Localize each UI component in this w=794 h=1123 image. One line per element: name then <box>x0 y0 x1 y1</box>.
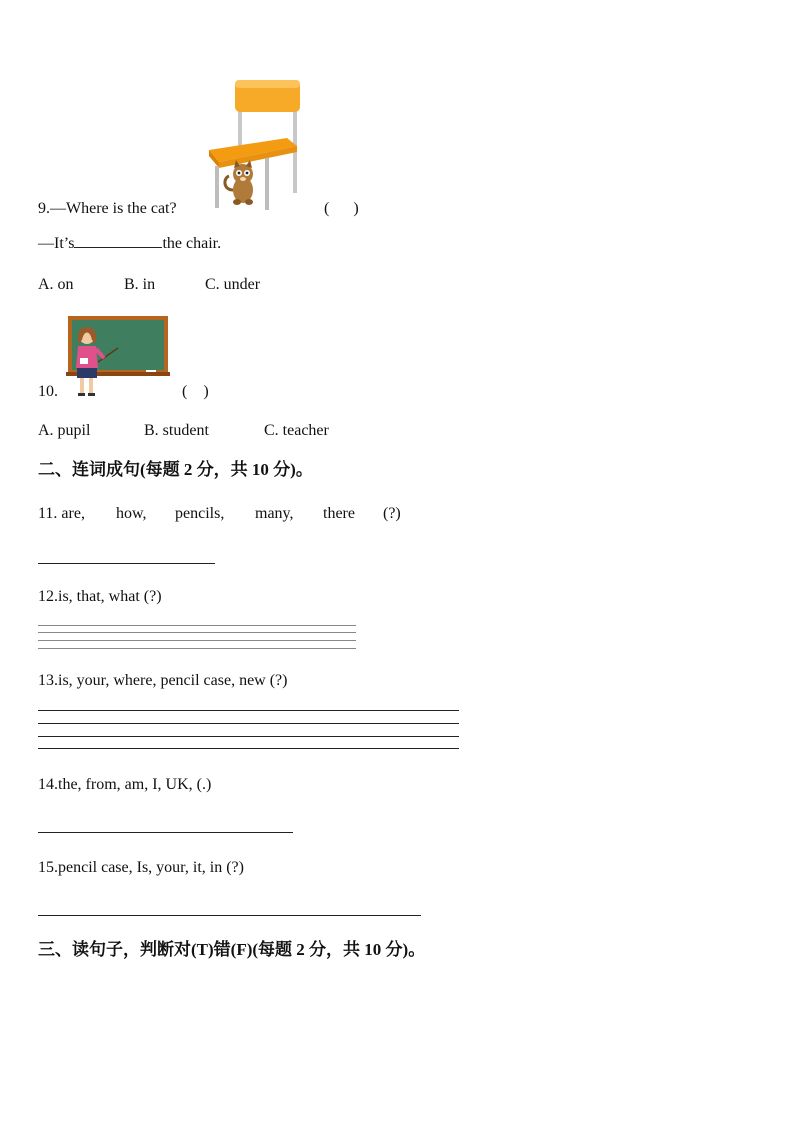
q11-word-1: 11. are, <box>38 505 85 522</box>
q11-word-4: many, <box>255 505 294 522</box>
q15-answer-line[interactable] <box>38 915 421 916</box>
q9-answer-paren[interactable]: ( ) <box>324 200 359 217</box>
section2-heading: 二、连词成句(每题 2 分，共 10 分)。 <box>38 460 313 479</box>
q9-answer-suffix: the chair. <box>162 235 222 252</box>
q10-option-c[interactable]: C. teacher <box>264 422 329 439</box>
q13-answer-line-2[interactable] <box>38 723 459 724</box>
q12-answer-line-1[interactable] <box>38 625 356 626</box>
q10-number: 10. <box>38 383 58 400</box>
q9-option-c[interactable]: C. under <box>205 276 261 293</box>
q9-blank[interactable] <box>74 233 162 248</box>
q13-answer-line-4[interactable] <box>38 748 459 749</box>
q11-word-6: (?) <box>383 505 401 522</box>
q9-question: 9.—Where is the cat? <box>38 200 177 217</box>
q15-prompt: 15.pencil case, Is, your, it, in (?) <box>38 859 244 876</box>
q13-answer-line-3[interactable] <box>38 736 459 737</box>
section3-heading: 三、读句子，判断对(T)错(F)(每题 2 分，共 10 分)。 <box>38 940 426 959</box>
q11-answer-line[interactable] <box>38 563 215 564</box>
q10-option-a[interactable]: A. pupil <box>38 422 91 439</box>
q13-answer-line-1[interactable] <box>38 710 459 711</box>
q10-option-b[interactable]: B. student <box>144 422 209 439</box>
q12-answer-line-3[interactable] <box>38 640 356 641</box>
q12-answer-line-2[interactable] <box>38 632 356 633</box>
q12-answer-line-4[interactable] <box>38 648 356 649</box>
q11-word-2: how, <box>116 505 147 522</box>
q10-answer-paren[interactable]: ( ) <box>182 383 209 400</box>
chair-with-cat-icon <box>205 78 305 213</box>
teacher-at-blackboard-icon <box>66 316 170 398</box>
q14-answer-line[interactable] <box>38 832 293 833</box>
q12-prompt: 12.is, that, what (?) <box>38 588 162 605</box>
q14-prompt: 14.the, from, am, I, UK, (.) <box>38 776 212 793</box>
q9-option-a[interactable]: A. on <box>38 276 74 293</box>
q9-answer-prefix: —It’s <box>38 235 75 252</box>
q11-word-3: pencils, <box>175 505 225 522</box>
q11-word-5: there <box>323 505 355 522</box>
q9-answer-line <box>38 233 221 254</box>
q13-prompt: 13.is, your, where, pencil case, new (?) <box>38 672 288 689</box>
q9-option-b[interactable]: B. in <box>124 276 156 293</box>
